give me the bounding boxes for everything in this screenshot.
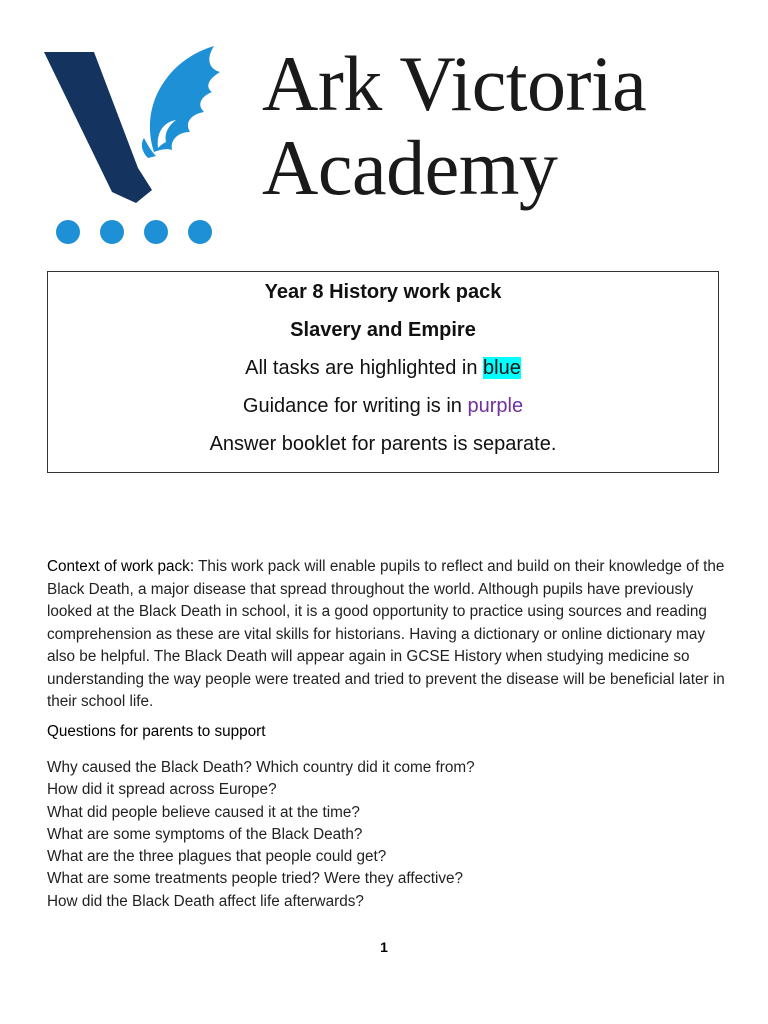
- school-name-wordmark: [262, 42, 742, 210]
- guidance-note-text: Guidance for writing is in: [242, 395, 468, 417]
- questions-heading: Questions for parents to support: [47, 723, 266, 740]
- context-text: This work pack will enable pupils to reflect and build on their knowledge of the Black Death, a major disease that spread throughout the world. Although pupils have previously looked at the Black Death in school, it is a good opportunity to practice using sources and reading comprehension as these are vital skills for historians. Having a dictionary or online dictionary may also be helpful. The Black Death will appear again in GCSE History when studying medicine so understanding the way people were treated and tried to prevent the disease will be beneficial later in their school life.: [47, 558, 725, 710]
- work-pack-title-box: [47, 271, 719, 473]
- context-paragraph: [47, 556, 727, 714]
- school-name-line2: Academy: [262, 124, 558, 211]
- victoria-logo-icon: [44, 40, 234, 250]
- blue-highlight-word: blue: [483, 357, 521, 379]
- school-name-line1: Ark Victoria: [262, 40, 647, 127]
- question-item: How did the Black Death affect life afterwards?: [47, 892, 364, 910]
- work-pack-title: Year 8 History work pack: [264, 281, 502, 303]
- questions-list: [47, 757, 475, 913]
- tasks-note: [48, 349, 718, 387]
- question-item: What are the three plagues that people could get?: [47, 848, 387, 866]
- question-item: How did it spread across Europe?: [47, 781, 277, 799]
- page-number: 1: [380, 939, 388, 955]
- purple-word: purple: [467, 395, 524, 417]
- question-item: What are some symptoms of the Black Death?: [47, 825, 363, 843]
- question-item: What are some treatments people tried? Were they affective?: [47, 870, 464, 888]
- question-item: What did people believe caused it at the time?: [47, 803, 360, 821]
- question-item: Why caused the Black Death? Which country did it come from?: [47, 759, 475, 776]
- work-pack-topic: Slavery and Empire: [290, 319, 476, 341]
- context-label: Context of work pack:: [47, 558, 195, 575]
- answer-booklet-note: Answer booklet for parents is separate.: [209, 433, 557, 455]
- tasks-note-text: All tasks are highlighted in: [245, 357, 484, 379]
- guidance-note: [48, 387, 718, 425]
